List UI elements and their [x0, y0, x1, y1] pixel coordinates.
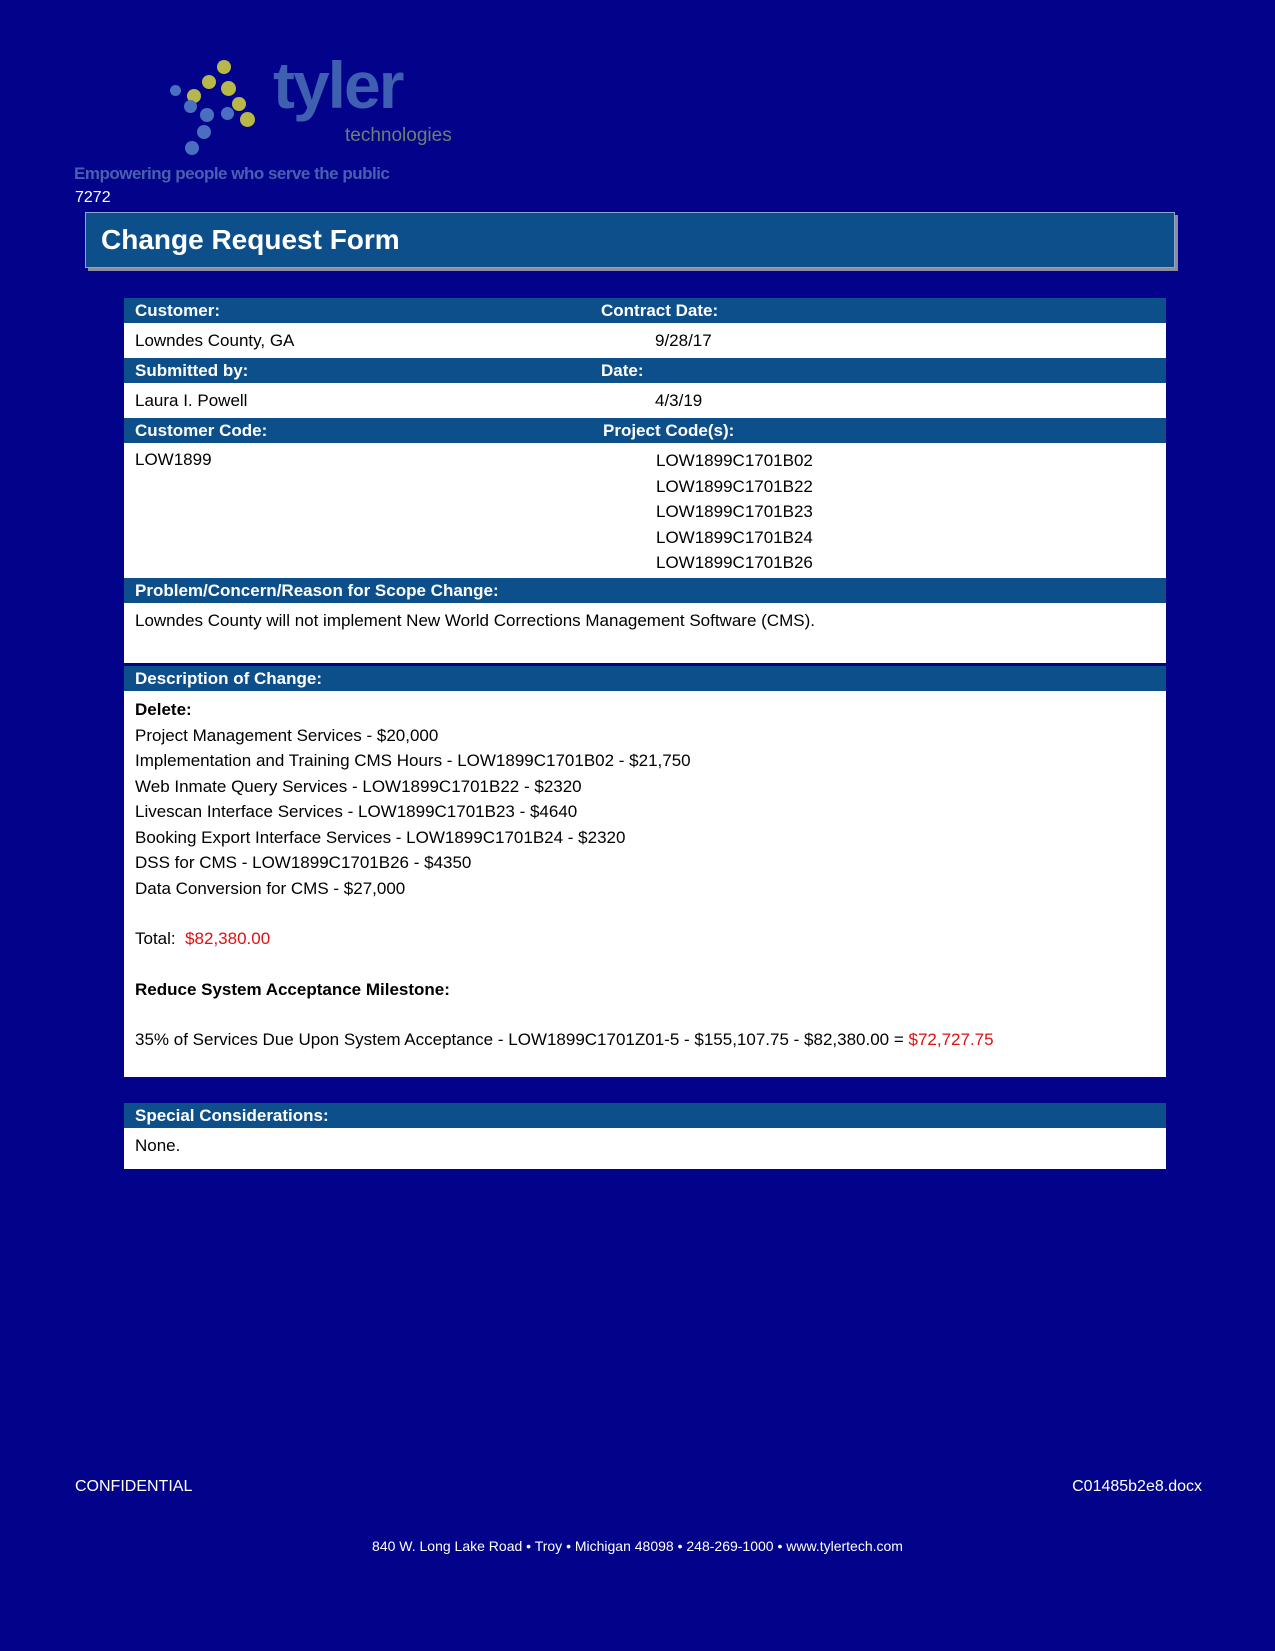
- milestone-result: $72,727.75: [908, 1030, 994, 1049]
- submitted-by-value: Laura I. Powell: [135, 391, 248, 410]
- project-code: LOW1899C1701B22: [656, 476, 813, 496]
- tyler-logo: tyler technologies: [170, 55, 440, 155]
- problem-header: Problem/Concern/Reason for Scope Change:: [124, 578, 1166, 603]
- milestone-label: Reduce System Acceptance Milestone:: [135, 979, 450, 999]
- delete-item: Livescan Interface Services - LOW1899C1701B23 - $4640: [135, 802, 578, 821]
- description-header: Description of Change:: [124, 666, 1166, 691]
- delete-item: Data Conversion for CMS - $27,000: [135, 878, 406, 898]
- tagline: Empowering people who serve the public: [74, 164, 390, 183]
- contract-date-value: 9/28/17: [655, 331, 712, 350]
- customer-row: [124, 323, 1166, 358]
- problem-text: Lowndes County will not implement New World Corrections Management Software (CMS).: [124, 603, 1166, 663]
- submitted-row: [124, 383, 1166, 418]
- delete-item: Web Inmate Query Services - LOW1899C1701B22 - $2320: [135, 776, 582, 796]
- date-value: 4/3/19: [655, 391, 703, 410]
- codes-header: Customer Code: Project Code(s):: [124, 418, 1166, 443]
- change-request-form: [124, 298, 1166, 1169]
- total-value: $82,380.00: [185, 929, 271, 948]
- special-text: None.: [124, 1128, 1166, 1169]
- customer-value: Lowndes County, GA: [135, 331, 295, 350]
- confidential-label: CONFIDENTIAL: [75, 1478, 193, 1495]
- milestone-line: 35% of Services Due Upon System Acceptance - LOW1899C1701Z01-5 - $155,107.75 - $82,380.00 = $72,727.75: [135, 1030, 994, 1049]
- project-code: LOW1899C1701B23: [656, 502, 813, 521]
- title-banner: [85, 212, 1175, 268]
- project-code: LOW1899C1701B26: [656, 553, 813, 572]
- delete-item: Project Management Services - $20,000: [135, 725, 439, 745]
- submitted-header: Submitted by: Date:: [124, 358, 1166, 383]
- customer-header: Customer: Contract Date:: [124, 298, 1166, 323]
- project-code: LOW1899C1701B02: [656, 451, 813, 470]
- codes-row: [124, 443, 1166, 578]
- document-number: 7272: [75, 189, 111, 206]
- project-code: LOW1899C1701B24: [656, 527, 813, 547]
- delete-item: Implementation and Training CMS Hours - LOW1899C1701B02 - $21,750: [135, 751, 691, 770]
- footer-address: 840 W. Long Lake Road • Troy • Michigan 48098 • 248-269-1000 • www.tylertech.com: [372, 1538, 903, 1554]
- delete-item: Booking Export Interface Services - LOW1899C1701B24 - $2320: [135, 827, 626, 847]
- page-title: Change Request Form: [101, 224, 400, 255]
- description-body: Delete: Project Management Services - $20,000 Implementation and Training CMS Hours - LOW1899C1701B02 - $21,750 Web Inmate Query Services - LOW1899C1701B22 - $2320 Livescan Interface Services - LOW1899C1701B23 - $4640 Booking Export Interface Services - LOW1899C1701B24 - $2320 DSS for CMS - LOW1899C1701B26 - $4350 Data Conversion for CMS - $27,000 Total: $82,380.00 Reduce System Acceptance Milestone: 35% of Services Due Upon System Acceptance - LOW1899C1701Z01-5 - $155,107.75 - $82,380.00 = $72,727.75: [124, 691, 1166, 1077]
- project-codes-list: [656, 448, 813, 576]
- delete-item: DSS for CMS - LOW1899C1701B26 - $4350: [135, 853, 472, 872]
- total-line: Total: $82,380.00: [135, 929, 271, 948]
- special-header: Special Considerations:: [124, 1103, 1166, 1128]
- customer-code-value: LOW1899: [135, 450, 212, 469]
- filename: C01485b2e8.docx: [1072, 1478, 1202, 1495]
